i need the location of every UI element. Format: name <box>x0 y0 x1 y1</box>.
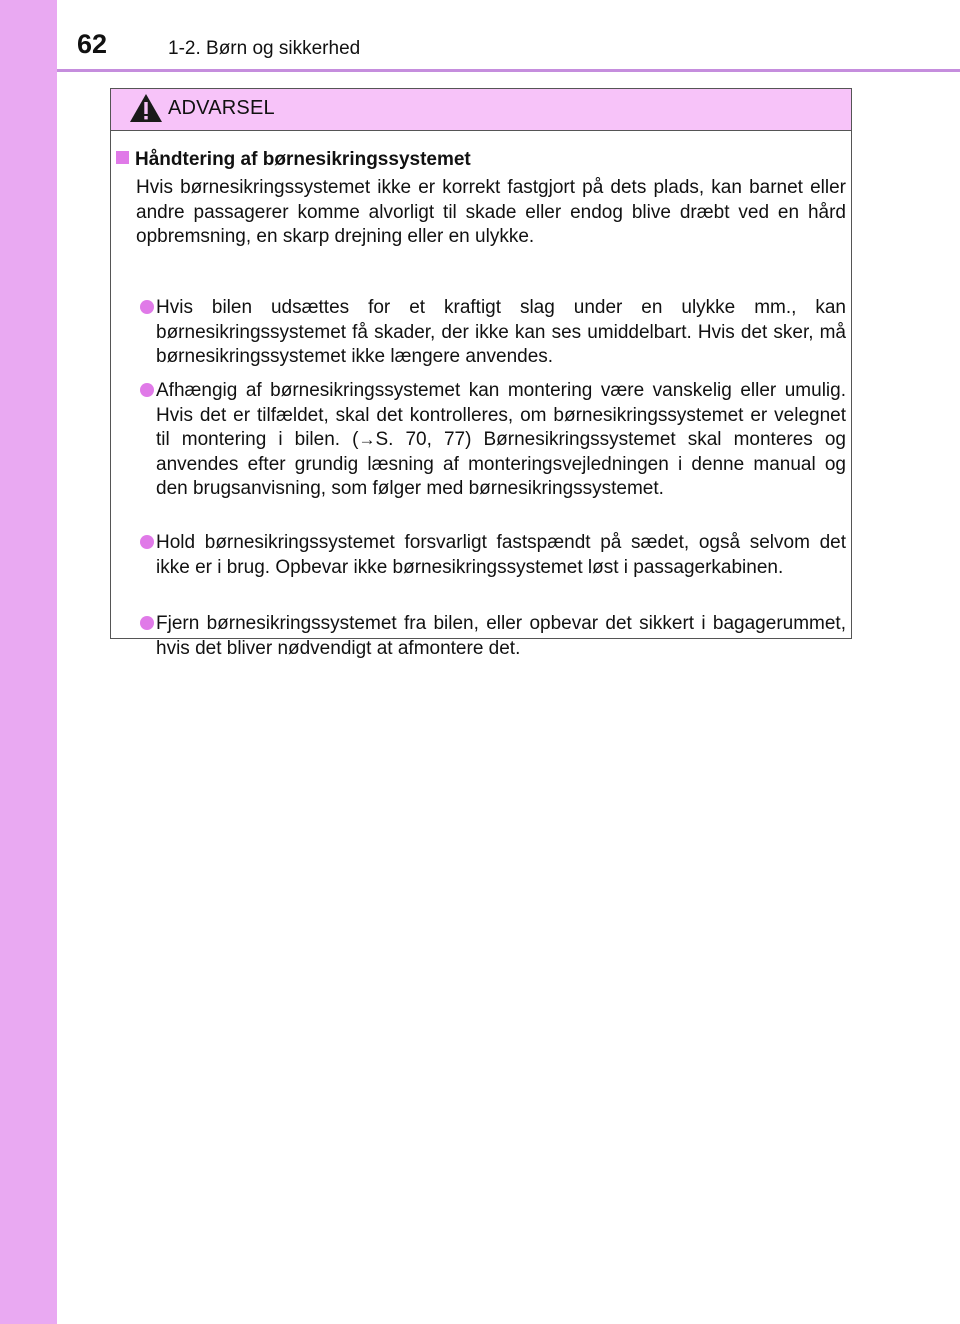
bullet-dot-icon <box>140 383 154 397</box>
intro-paragraph: Hvis børnesikringssystemet ikke er korrekt fastgjort på dets plads, kan barnet eller andre passagerer komme alvorligt til skade eller endog blive dræbt ved en hård opbremsning, en skarp drejning eller en ulykke. <box>136 177 846 247</box>
side-tab-strip <box>0 0 57 1324</box>
bullet-dot-icon <box>140 300 154 314</box>
subheading-text: Håndtering af børnesikringssystemet <box>135 149 471 170</box>
page-number: 62 <box>77 29 108 59</box>
list-item <box>136 379 846 502</box>
bullet-text: Hvis bilen udsættes for et kraftigt slag under en ulykke mm., kan børnesikringssystemet få skader, der ikke kan ses umiddelbart. Hvis det sker, må børnesikringssystemet ikke længere anvendes. <box>156 297 846 367</box>
bullet-text: Hold børnesikringssystemet forsvarligt fastspændt på sædet, også selvom det ikke er i brug. Opbevar ikke børnesikringssystemet løst i passagerkabinen. <box>156 532 846 578</box>
bullet-dot-icon <box>140 616 154 630</box>
square-bullet-icon <box>116 151 129 164</box>
reference-arrow-icon: → <box>358 430 376 449</box>
list-item <box>136 612 846 661</box>
bullet-text-before: Afhængig af børnesikringssystemet kan montering være vanskelig eller umulig. Hvis det er tilfældet, skal det kontrolleres, om børnesikringssystemet er velegnet til montering i bilen. ( <box>156 380 846 450</box>
warning-label: ADVARSEL <box>168 97 275 119</box>
warning-header <box>111 89 851 131</box>
warning-box <box>110 88 852 659</box>
bullet-text-after: S. 70, 77) Børnesikringssystemet skal monteres og anvendes efter grundig læsning af monteringsvejledningen i denne manual og den brugsanvisning, som følger med børnesikringssystemet. <box>156 429 846 499</box>
list-item <box>136 296 846 370</box>
bullet-text: Fjern børnesikringssystemet fra bilen, eller opbevar det sikkert i bagagerummet, hvis det bliver nødvendigt at afmontere det. <box>156 613 846 659</box>
bullet-dot-icon <box>140 535 154 549</box>
header-divider <box>57 69 960 72</box>
warning-subheading <box>116 149 471 171</box>
list-item <box>136 531 846 580</box>
bullet-text <box>156 379 846 502</box>
warning-triangle-icon <box>129 93 163 123</box>
section-title: 1-2. Børn og sikkerhed <box>168 38 361 59</box>
